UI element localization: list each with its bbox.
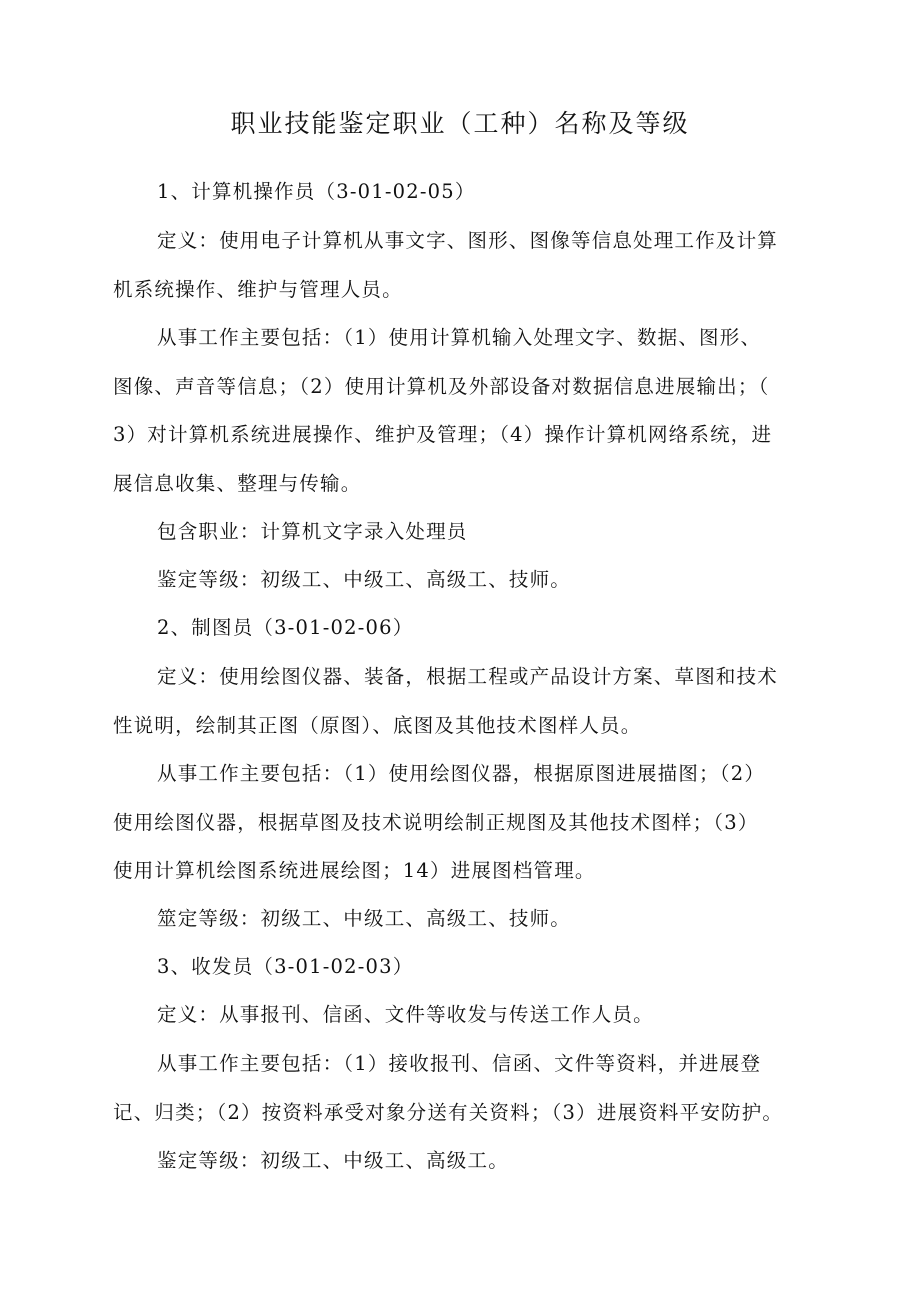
text-line: 从事工作主要包括：（1）使用绘图仪器，根据原图进展描图；（2） — [157, 762, 766, 785]
paragraph-definition-1 — [113, 217, 813, 314]
paragraph-definition-3 — [113, 991, 813, 1040]
paragraph-duties-2 — [113, 750, 813, 896]
text-line: 3）对计算机系统进展操作、维护及管理；（4）操作计算机网络系统，进 — [113, 423, 773, 446]
text-line: 鉴定等级：初级工、中级工、高级工。 — [157, 1149, 509, 1172]
paragraph-duties-1 — [113, 314, 813, 508]
heading-mail-clerk — [113, 943, 813, 992]
text-line: 机系统操作、维护与管理人员。 — [113, 277, 403, 301]
text-line: 图像、声音等信息；（2）使用计算机及外部设备对数据信息进展输出；（ — [113, 374, 770, 398]
text-line: 定义：从事报刊、信函、文件等收发与传送工作人员。 — [157, 1003, 654, 1026]
text-line: 使用绘图仪器，根据草图及技术说明绘制正规图及其他技术图样；（3） — [113, 810, 759, 834]
text-line: 展信息收集、整理与传输。 — [113, 471, 362, 495]
text-line: 记、归类；（2）按资料承受对象分送有关资料；（3）进展资料平安防护。 — [113, 1100, 784, 1124]
text-line: 3、收发员（3-01-02-03） — [157, 955, 414, 978]
heading-computer-operator — [113, 168, 813, 217]
paragraph-grades-1 — [113, 556, 813, 605]
heading-draftsman — [113, 604, 813, 653]
text-line: 1、计算机操作员（3-01-02-05） — [157, 180, 476, 203]
text-line: 鉴定等级：初级工、中级工、高级工、技师。 — [157, 568, 572, 591]
text-line: 从事工作主要包括：（1）使用计算机输入处理文字、数据、图形、 — [157, 326, 762, 349]
text-line: 从事工作主要包括：（1）接收报刊、信函、文件等资料，并进展登 — [157, 1052, 762, 1075]
paragraph-included-occupations-1 — [113, 508, 813, 557]
text-line: 包含职业：计算机文字录入处理员 — [157, 520, 468, 543]
text-line: 筮定等级：初级工、中级工、高级工、技师。 — [157, 907, 572, 930]
paragraph-definition-2 — [113, 653, 813, 750]
paragraph-grades-3 — [113, 1137, 813, 1186]
document-title: 职业技能鉴定职业（工种）名称及等级 — [230, 109, 690, 138]
text-line: 定义：使用绘图仪器、装备，根据工程或产品设计方案、草图和技术 — [157, 665, 779, 688]
text-line: 定义：使用电子计算机从事文字、图形、图像等信息处理工作及计算 — [157, 229, 779, 252]
text-line: 2、制图员（3-01-02-06） — [157, 616, 414, 639]
text-line: 使用计算机绘图系统进展绘图；14）进展图档管理。 — [113, 859, 596, 882]
text-line: 性说明，绘制其正图（原图）、底图及其他技术图样人员。 — [113, 713, 642, 737]
paragraph-grades-2 — [113, 895, 813, 944]
paragraph-duties-3 — [113, 1040, 813, 1137]
